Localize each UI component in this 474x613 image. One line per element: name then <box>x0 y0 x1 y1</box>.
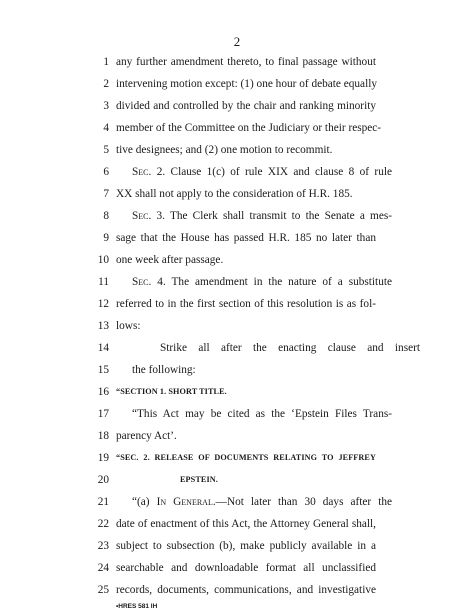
line-number: 7 <box>103 188 109 200</box>
line-number: 13 <box>97 320 109 332</box>
line-2 <box>0 73 474 95</box>
bill-identifier-footer: •HRES 581 IH <box>116 603 158 610</box>
line-text: referred to in the first section of this resolution is as fol- <box>116 298 376 310</box>
line-number: 15 <box>97 364 109 376</box>
heading-text: SECTION 1. SHORT TITLE. <box>120 387 227 396</box>
line-1 <box>0 51 474 73</box>
line-23 <box>0 535 474 557</box>
line-number: 20 <box>97 474 109 486</box>
subsection-heading: In General <box>156 496 213 508</box>
line-number: 1 <box>103 56 109 68</box>
sec-text: 3. The Clerk shall transmit to the Senate a mes- <box>151 210 392 222</box>
line-25 <box>0 579 474 601</box>
line-number: 11 <box>98 276 109 288</box>
line-number: 24 <box>97 562 109 574</box>
sec-label: Sec. <box>132 276 152 288</box>
line-4 <box>0 117 474 139</box>
line-3 <box>0 95 474 117</box>
line-text: lows: <box>116 320 141 332</box>
page-number: 2 <box>233 34 241 49</box>
line-number: 5 <box>103 144 109 156</box>
line-text: date of enactment of this Act, the Attorney General shall, <box>116 518 376 530</box>
line-number: 25 <box>97 584 109 596</box>
line-text: records, documents, communications, and investigative <box>116 584 376 596</box>
subsection-prefix: “(a) <box>132 496 157 508</box>
line-number: 4 <box>103 122 109 134</box>
sec-text: 2. Clause 1(c) of rule XIX and clause 8 of rule <box>151 166 392 178</box>
heading-text: SEC. 2. RELEASE OF DOCUMENTS RELATING TO JEFFREY <box>120 453 376 462</box>
line-text <box>116 271 392 293</box>
line-text: searchable and downloadable format all unclassified <box>116 562 376 574</box>
line-22 <box>0 513 474 535</box>
line-text: “This Act may be cited as the ‘Epstein Files Trans- <box>132 408 392 420</box>
line-text: divided and controlled by the chair and ranking minority <box>116 100 376 112</box>
line-text: member of the Committee on the Judiciary or their respec- <box>116 122 382 134</box>
open-quote: “ <box>116 387 121 396</box>
line-21 <box>0 491 474 513</box>
sec-label: Sec. <box>132 210 152 222</box>
line-text: parency Act’. <box>116 430 177 442</box>
line-14 <box>0 337 474 359</box>
sec-text: 4. The amendment in the nature of a substitute <box>151 276 392 288</box>
line-text <box>116 161 392 183</box>
line-7 <box>0 183 474 205</box>
line-text: tive designees; and (2) one motion to recommit. <box>116 144 333 156</box>
line-number: 23 <box>97 540 109 552</box>
subsection-text: .—Not later than 30 days after the <box>212 496 392 508</box>
section-heading <box>116 381 376 403</box>
line-number: 14 <box>97 342 109 354</box>
line-13 <box>0 315 474 337</box>
line-18 <box>0 425 474 447</box>
line-5 <box>0 139 474 161</box>
line-6 <box>0 161 474 183</box>
line-9 <box>0 227 474 249</box>
line-text: XX shall not apply to the consideration of H.R. 185. <box>116 188 353 200</box>
line-11 <box>0 271 474 293</box>
line-number: 9 <box>103 232 109 244</box>
line-10 <box>0 249 474 271</box>
line-number: 6 <box>103 166 109 178</box>
line-number: 19 <box>97 452 109 464</box>
line-text: subject to subsection (b), make publicly available in a <box>116 540 376 552</box>
line-text: any further amendment thereto, to final passage without <box>116 56 376 68</box>
section-heading <box>116 447 376 469</box>
line-number: 18 <box>97 430 109 442</box>
line-text: one week after passage. <box>116 254 224 266</box>
line-number: 17 <box>97 408 109 420</box>
line-text <box>116 491 392 513</box>
open-quote: “ <box>116 453 121 462</box>
line-19 <box>0 447 474 469</box>
line-number: 16 <box>97 386 109 398</box>
section-heading-continued: EPSTEIN. <box>180 475 218 484</box>
sec-label: Sec. <box>132 166 152 178</box>
line-text: intervening motion except: (1) one hour of debate equally <box>116 78 377 90</box>
line-8 <box>0 205 474 227</box>
line-number: 2 <box>103 78 109 90</box>
line-text <box>116 205 392 227</box>
line-number: 21 <box>97 496 109 508</box>
line-number: 12 <box>97 298 109 310</box>
line-15 <box>0 359 474 381</box>
line-24 <box>0 557 474 579</box>
line-20 <box>0 469 474 491</box>
line-number: 3 <box>103 100 109 112</box>
line-text: sage that the House has passed H.R. 185 no later than <box>116 232 376 244</box>
line-text: Strike all after the enacting clause and insert <box>160 342 420 354</box>
line-number: 22 <box>97 518 109 530</box>
line-number: 8 <box>103 210 109 222</box>
line-number: 10 <box>97 254 109 266</box>
line-12 <box>0 293 474 315</box>
line-17 <box>0 403 474 425</box>
line-text: the following: <box>132 364 196 376</box>
line-16 <box>0 381 474 403</box>
